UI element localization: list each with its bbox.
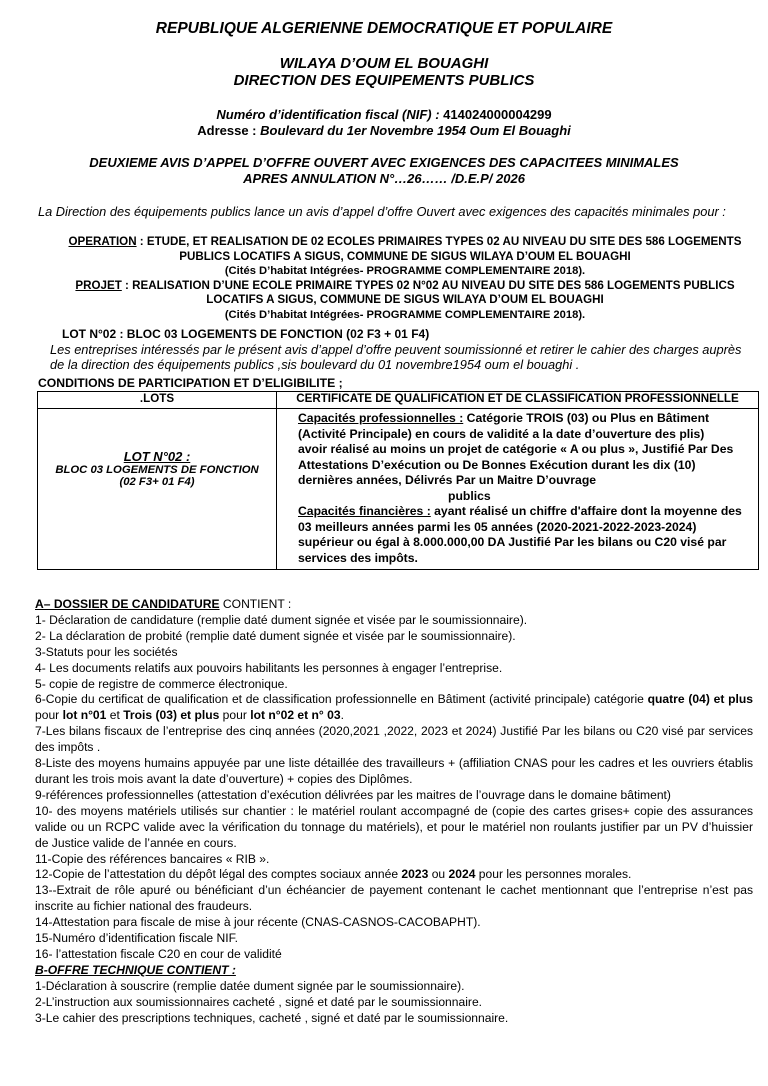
item6-f: Trois (03) et plus xyxy=(123,708,220,723)
lot-title: LOT N°02 : xyxy=(123,449,191,464)
address-value: Boulevard du 1er Novembre 1954 Oum El Bouaghi xyxy=(260,123,571,138)
operation-line3: (Cités D’habitat Intégrées- PROGRAMME COMPLEMENTAIRE 2018). xyxy=(224,265,586,277)
list-item-13: 13--Extrait de rôle apuré ou bénéficiant d’un échéancier de payement contenant le cachet mentionnant que l’entreprise n’est pas inscrite au fichier national des fraudeurs. xyxy=(35,883,753,914)
cap-pro-text3: publics xyxy=(448,488,491,503)
cap-pro xyxy=(298,411,750,442)
operation-projet-block xyxy=(60,235,750,322)
item6-a: 6-Copie du certificat de qualification et de classification professionnelle en Bâtiment (activité principale) catégorie xyxy=(35,692,648,707)
address-label: Adresse : xyxy=(197,123,261,138)
operation-line2: PUBLICS LOCATIFS A SIGUS, COMMUNE DE SIGUS WILAYA D’OUM EL BOUAGHI xyxy=(179,249,631,263)
list-item-7: 7-Les bilans fiscaux de l’entreprise des cinq années (2020,2021 ,2022, 2023 et 2024) Justifié Par les bilans ou C20 visé par services des impôts . xyxy=(35,724,753,755)
projet-line2: LOCATIFS A SIGUS, COMMUNE DE SIGUS WILAYA D’OUM EL BOUAGHI xyxy=(206,293,604,306)
table-header-row xyxy=(38,392,759,409)
list-item-16: 16- l’attestation fiscale C20 en cour de validité xyxy=(35,946,282,961)
cap-fin-text: ayant réalisé un chiffre d'affaire dont la moyenne des 03 meilleurs années parmi les 05 années (2020-2021-2022-2023-2024) supérieur ou égal à 8.000.000,00 DA Justifié Par les bilans ou C20 visé par services des impôts. xyxy=(298,504,742,565)
section-a-title xyxy=(35,597,753,613)
projet-line3: (Cités D’habitat Intégrées- PROGRAMME COMPLEMENTAIRE 2018). xyxy=(224,308,586,321)
item12-d: 2024 xyxy=(448,867,476,882)
list-item: 1- Déclaration de candidature (remplie daté dument signée et visée par le soumissionnaire). xyxy=(35,612,528,627)
operation-line1 xyxy=(60,235,750,250)
lot-cell xyxy=(38,409,277,570)
item6-i: . xyxy=(340,708,344,723)
table-row xyxy=(38,409,759,570)
section-a-title-text: A– DOSSIER DE CANDIDATURE xyxy=(35,597,220,611)
item12-e: pour les personnes morales. xyxy=(475,867,632,882)
notice-title-line2: APRES ANNULATION N°…26…… /D.E.P/ 2026 xyxy=(243,171,525,186)
nif-label: Numéro d’identification fiscal (NIF) : xyxy=(216,107,444,122)
eligibility-table xyxy=(37,391,759,570)
section-a-title-suffix: CONTIENT : xyxy=(219,597,292,611)
list-item: 2- La déclaration de probité (remplie daté dument signée et visée par le soumissionnaire). xyxy=(35,628,516,643)
cap-pro-text2: avoir réalisé au moins un projet de catégorie « A ou plus », Justifié Par Des Attestations D’exécution ou De Bonnes Exécution durant les dix (10) dernières années, Délivrés Par un Maitre D’ouvrage xyxy=(298,442,734,487)
section-b-title: B-OFFRE TECHNIQUE CONTIENT : xyxy=(35,962,236,977)
list-item: 4- Les documents relatifs aux pouvoirs habilitants les personnes à engager l’entreprise. xyxy=(35,660,503,675)
cap-pro-text: Catégorie TROIS (03) ou Plus en Bâtiment (Activité Principale) en cours de validité a la date d’ouverture des plis) xyxy=(298,411,710,441)
list-item-12 xyxy=(35,867,753,883)
item6-c: pour xyxy=(35,708,63,723)
item6-d: lot n°01 xyxy=(62,708,107,723)
country-title: REPUBLIQUE ALGERIENNE DEMOCRATIQUE ET POPULAIRE xyxy=(155,20,613,37)
lot-desc: BLOC 03 LOGEMENTS DE FONCTION xyxy=(55,464,259,476)
qualification-cell xyxy=(277,409,759,570)
cap-pro-label: Capacités professionnelles : xyxy=(298,411,464,425)
item12-a: 12-Copie de l’attestation du dépôt légal des comptes sociaux année xyxy=(35,867,402,882)
operation-text1: : ETUDE, ET REALISATION DE 02 ECOLES PRIMAIRES TYPES 02 AU NIVEAU DU SITE DES 586 LOGEMENTS xyxy=(136,235,742,248)
cap-fin-label: Capacités financières : xyxy=(298,504,431,518)
identification-block xyxy=(0,107,768,139)
wilaya-title: WILAYA D’OUM EL BOUAGHI xyxy=(279,55,489,72)
item12-c: ou xyxy=(428,867,449,882)
address-line xyxy=(0,123,768,139)
list-item: 1-Déclaration à souscrire (remplie datée dument signée par le soumissionnaire). xyxy=(35,978,465,993)
list-item-6 xyxy=(35,692,753,724)
list-item-11: 11-Copie des références bancaires « RIB ». xyxy=(35,851,270,866)
dossier-sections xyxy=(35,597,753,1026)
notice-title-line1: DEUXIEME AVIS D’APPEL D’OFFRE OUVERT AVEC EXIGENCES DES CAPACITEES MINIMALES xyxy=(89,155,679,170)
item6-h: lot n°02 et n° 03 xyxy=(250,708,341,723)
direction-title: DIRECTION DES EQUIPEMENTS PUBLICS xyxy=(233,72,535,89)
list-item: 5- copie de registre de commerce électronique. xyxy=(35,676,288,691)
projet-text1: : REALISATION D’UNE ECOLE PRIMAIRE TYPES 02 N°02 AU NIVEAU DU SITE DES 586 LOGEMENTS PUBLICS xyxy=(121,278,735,292)
list-item-8: 8-Liste des moyens humains appuyée par une liste détaillée des travailleurs + (affiliation CNAS pour les cadres et les ouvriers établis durant les trois mois avant la date d’ouverture) + copies des Diplômes. xyxy=(35,756,753,786)
lot-desc-2: (02 F3+ 01 F4) xyxy=(119,476,195,488)
list-item: 3-Le cahier des prescriptions techniques, cacheté , signé et daté par le soumissionnaire. xyxy=(35,1010,509,1025)
cap-fin xyxy=(298,504,750,566)
notice-title xyxy=(0,155,768,187)
issuer-block xyxy=(0,55,768,89)
candidates-paragraph: Les entreprises intéressés par le présent avis d’appel d’offre peuvent soumissionné et retirer le cahier des charges auprès de la direction des équipements publics ,sis boulevard du 01 novembre1954 oum el bouaghi . xyxy=(50,342,742,372)
list-item-10: 10- des moyens matériels utilisés sur chantier : le matériel roulant accompagné de (copie des cartes grises+ copie des assurances valide ou un RCPC valide avec la vérification du tonnage du matériels), et pour le matériel non roulants justifier par un PV d’huissier de Justice valide de l’année en cours. xyxy=(35,803,753,850)
projet-label: PROJET xyxy=(75,278,122,292)
operation-label: OPERATION xyxy=(68,235,137,248)
lot-line: LOT N°02 : BLOC 03 LOGEMENTS DE FONCTION (02 F3 + 01 F4) xyxy=(62,327,430,341)
item6-g: pour xyxy=(219,708,251,723)
list-item-9: 9-références professionnelles (attestation d’exécution délivrées par les maitres de l’ouvrage dans le domaine bâtiment) xyxy=(35,787,671,802)
projet-line1 xyxy=(60,279,750,294)
list-item: 2-L’instruction aux soumissionnaires cacheté , signé et daté par le soumissionnaire. xyxy=(35,994,483,1009)
lots-header: .LOTS xyxy=(38,392,277,409)
certificate-header: CERTIFICATE DE QUALIFICATION ET DE CLASSIFICATION PROFESSIONNELLE xyxy=(277,392,759,409)
item6-b: quatre (04) et plus xyxy=(647,692,753,707)
intro-paragraph: La Direction des équipements publics lance un avis d’appel d’offre Ouvert avec exigences des capacités minimales pour : xyxy=(38,204,726,219)
list-item-14: 14-Attestation para fiscale de mise à jour récente (CNAS-CASNOS-CACOBAPHT). xyxy=(35,915,481,930)
list-item: 3-Statuts pour les sociétés xyxy=(35,644,178,659)
list-item-15: 15-Numéro d’identification fiscale NIF. xyxy=(35,931,238,946)
nif-line xyxy=(0,107,768,123)
item6-e: et xyxy=(106,708,124,723)
item12-b: 2023 xyxy=(401,867,429,882)
conditions-title: CONDITIONS DE PARTICIPATION ET D’ELIGIBILITE ; xyxy=(38,376,343,390)
nif-value: 414024000004299 xyxy=(443,107,552,122)
